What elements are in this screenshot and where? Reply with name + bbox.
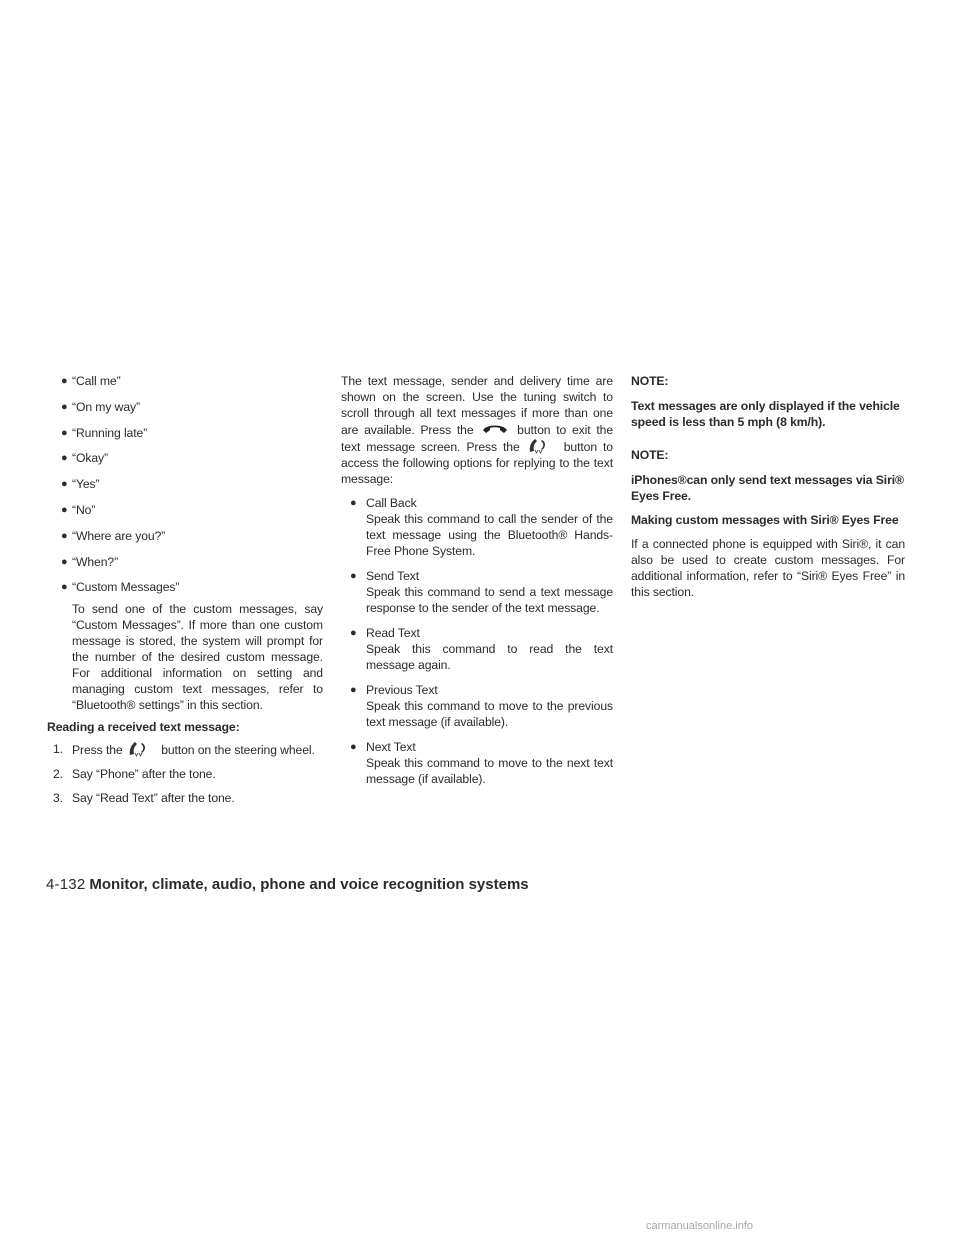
list-item: ● “On my way”: [61, 399, 140, 414]
bullet-icon: ●: [61, 400, 68, 413]
talk-button-icon: [526, 438, 558, 454]
section-heading: Reading a received text message:: [47, 720, 240, 735]
note-title: NOTE:: [631, 374, 669, 388]
bullet-icon: ●: [61, 555, 68, 568]
list-item: ● “No”: [61, 502, 96, 517]
step-item: 3. Say “Read Text” after the tone.: [53, 791, 235, 806]
siri-paragraph: If a connected phone is equipped with Siri®, it can also be used to create custom messages. For additional information, refer to “Siri® Eyes Free” in this section.: [631, 537, 905, 599]
page-number: 4-132: [46, 876, 86, 893]
custom-messages-paragraph: To send one of the custom messages, say “Custom Messages”. If more than one custom message is stored, the system will prompt for the number of the desired custom message. For additional information on setting and managing custom text messages, refer to “Bluetooth® settings” in this section.: [72, 602, 323, 713]
bullet-list: [47, 373, 323, 595]
bullet-icon: ●: [61, 426, 68, 439]
phone-hang-up-icon: [479, 421, 511, 437]
list-item: ● Next Text Speak this command to move to the next text message (if available).: [350, 740, 613, 786]
steps-list: [47, 741, 323, 806]
note-body: Text messages are only displayed if the vehicle speed is less than 5 mph (8 km/h).: [631, 399, 900, 429]
note-title: NOTE:: [631, 448, 669, 462]
bullet-icon: ●: [61, 529, 68, 542]
bullet-icon: ●: [61, 375, 68, 387]
list-item: ● “Yes”: [61, 477, 100, 492]
list-item: ● “Call me”: [61, 374, 121, 388]
list-item: ● “Where are you?”: [61, 528, 166, 543]
note-body: iPhones®can only send text messages via Siri® Eyes Free.: [631, 473, 904, 503]
column-middle: [341, 373, 613, 796]
bullet-icon: ●: [350, 570, 357, 582]
list-item: ● “Custom Messages”: [61, 580, 180, 595]
step-item: 2. Say “Phone” after the tone.: [53, 767, 216, 782]
watermark: carmanualsonline.info: [646, 1220, 754, 1232]
bullet-icon: ●: [350, 627, 357, 639]
list-item: ● “When?”: [61, 554, 119, 569]
column-right: [631, 373, 905, 606]
chapter-title: Monitor, climate, audio, phone and voice recognition systems: [89, 876, 529, 893]
bullet-icon: ●: [61, 452, 68, 465]
bullet-icon: ●: [61, 503, 68, 516]
bullet-icon: ●: [350, 741, 357, 753]
bullet-icon: ●: [350, 684, 357, 696]
reply-options-list: [341, 495, 613, 787]
list-item: ● “Running late”: [61, 425, 148, 440]
list-item: ● Send Text Speak this command to send a text message response to the sender of the text message.: [350, 569, 613, 615]
list-item: ● Call Back Speak this command to call the sender of the text message using the Bluetooth® Hands-Free Phone System.: [350, 496, 613, 558]
talk-button-icon: [126, 741, 158, 757]
bullet-icon: ●: [61, 478, 68, 491]
step-item: 1. Press the button on the steering wheel.: [53, 742, 315, 758]
intro-paragraph: The text message, sender and delivery time are shown on the screen. Use the tuning switch to scroll through all text messages if more than one are available. Press the button to exit the text message screen. Press the button to access the following options for replying to the text message:: [341, 374, 613, 486]
bullet-icon: ●: [61, 581, 68, 594]
bullet-icon: ●: [350, 497, 357, 509]
list-item: ● Previous Text Speak this command to move to the previous text message (if available).: [350, 683, 613, 729]
section-heading: Making custom messages with Siri® Eyes Free: [631, 513, 899, 527]
page-footer: [46, 876, 529, 894]
column-left: [47, 373, 323, 814]
list-item: ● Read Text Speak this command to read the text message again.: [350, 626, 613, 672]
list-item: ● “Okay”: [61, 451, 108, 466]
